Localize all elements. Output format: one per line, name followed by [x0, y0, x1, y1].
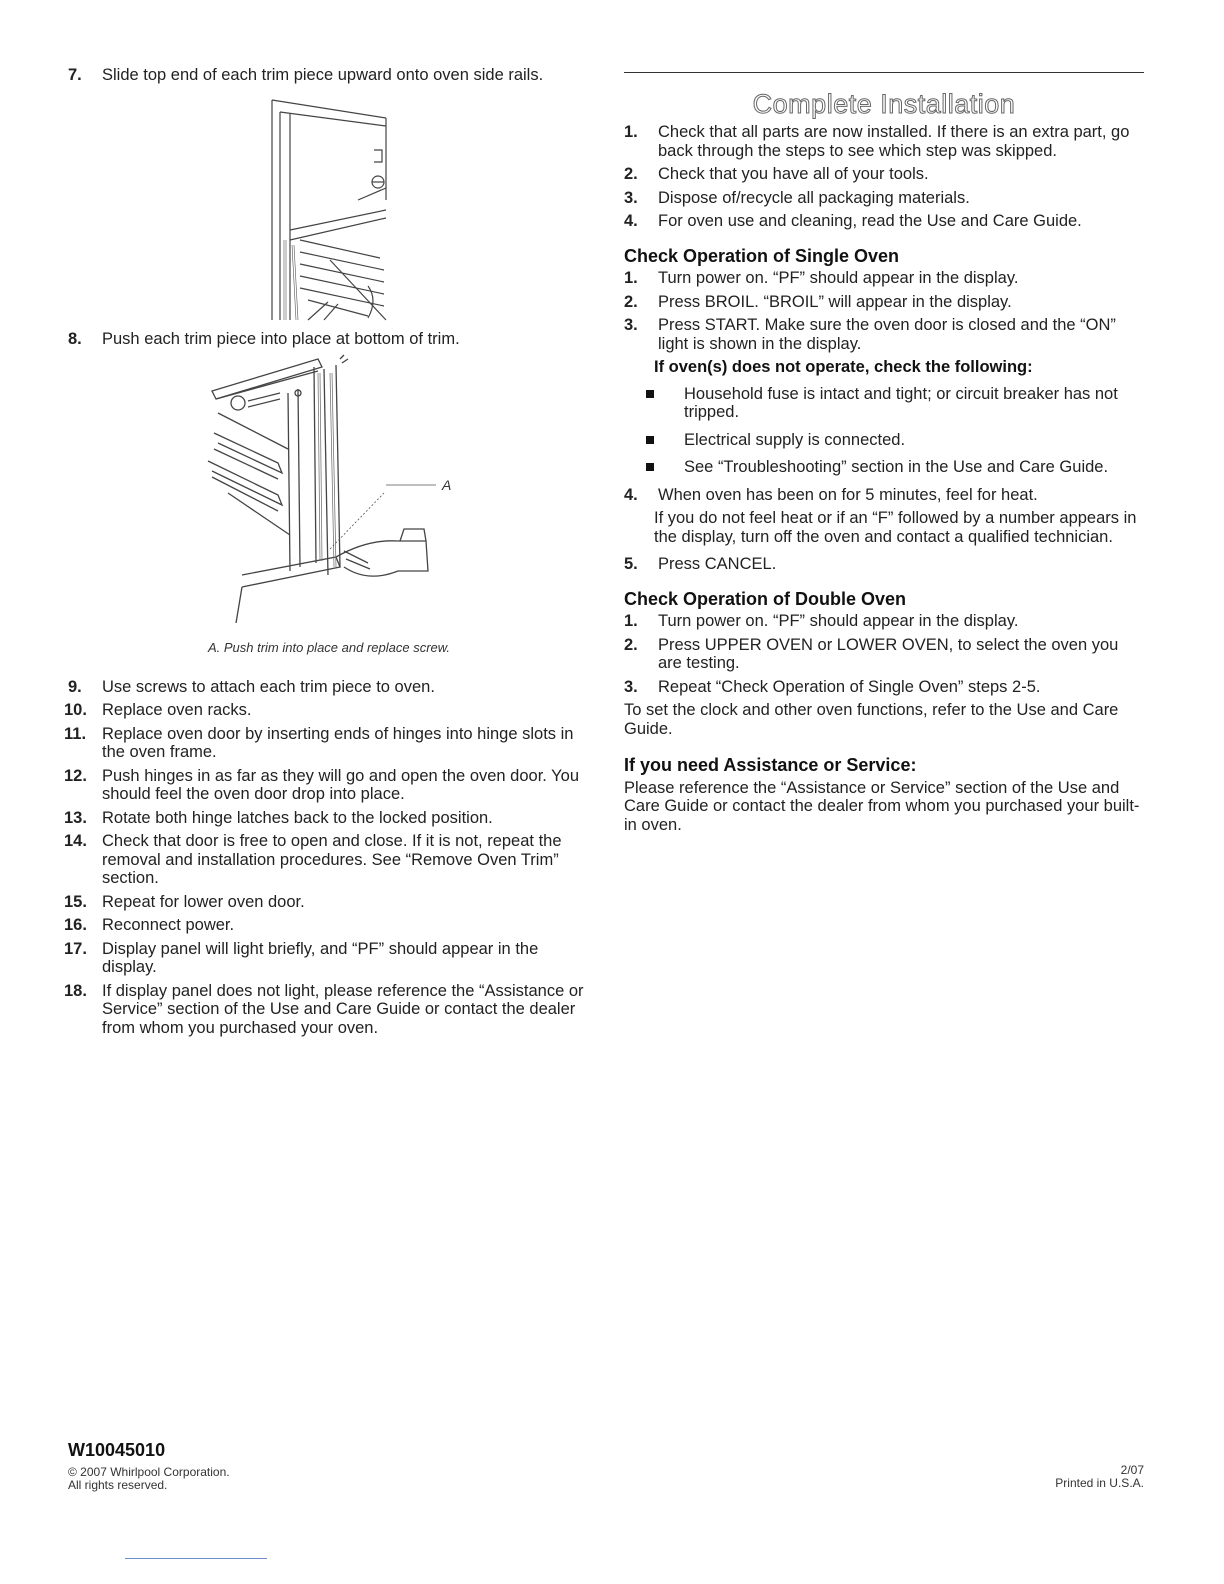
section-divider: [624, 72, 1144, 73]
bullet-icon: [646, 390, 654, 398]
complete-step-4: [624, 212, 1144, 231]
step-number: 15.: [64, 892, 87, 911]
step-text: Turn power on. “PF” should appear in the display.: [658, 269, 1019, 287]
step-number: 10.: [64, 701, 87, 719]
step-text: When oven has been on for 5 minutes, feel for heat.: [658, 485, 1038, 504]
step-number: 4.: [624, 485, 638, 504]
callout-label-a: A: [442, 477, 452, 493]
check-bullet: [624, 385, 1144, 422]
complete-step-3: [624, 189, 1144, 208]
double-step-1: [624, 612, 1144, 631]
step-number: 3.: [624, 316, 638, 334]
step-number: 2.: [624, 635, 638, 654]
step-text: Press UPPER OVEN or LOWER OVEN, to select the oven you are testing.: [658, 635, 1119, 672]
bullet-icon: [646, 463, 654, 471]
trim-installation-illustration: [68, 353, 590, 633]
section-title: Complete Installation: [752, 89, 1016, 119]
rights-reserved: All rights reserved.: [68, 1477, 168, 1492]
step-12: [64, 766, 590, 804]
step-9: [68, 678, 590, 697]
bullet-text: Household fuse is intact and tight; or circuit breaker has not tripped.: [684, 384, 1118, 421]
print-date: 2/07: [1120, 1463, 1144, 1477]
step-number: 3.: [624, 188, 638, 207]
single-step-3: [624, 316, 1144, 353]
step-11: [64, 724, 590, 762]
part-number: W10045010: [68, 1440, 166, 1460]
step-text: Display panel will light briefly, and “PF” should appear in the display.: [102, 939, 539, 976]
step-number: 2.: [624, 165, 638, 183]
step-13: [64, 808, 590, 828]
step-text: Slide top end of each trim piece upward onto oven side rails.: [102, 66, 544, 84]
step-text: Check that you have all of your tools.: [658, 165, 929, 183]
step-text: Replace oven door by inserting ends of hinges into hinge slots in the oven frame.: [102, 724, 574, 761]
bullet-text: Electrical supply is connected.: [684, 430, 906, 449]
step-number: 17.: [64, 939, 87, 958]
step-number: 8.: [68, 329, 82, 348]
bullet-icon: [646, 436, 654, 444]
complete-step-2: [624, 165, 1144, 184]
step-text: Push hinges in as far as they will go and open the oven door. You should feel the oven door drop into place.: [102, 766, 580, 803]
copyright: © 2007 Whirlpool Corporation.: [68, 1464, 230, 1479]
check-bullet: [624, 431, 1144, 450]
clock-setting-note: To set the clock and other oven functions, refer to the Use and Care Guide.: [624, 701, 1119, 738]
step-number: 1.: [624, 123, 638, 141]
step-number: 11.: [64, 724, 87, 743]
step-text: Push each trim piece into place at bottom of trim.: [102, 329, 460, 348]
step-number: 18.: [64, 981, 87, 1000]
step-17: [64, 939, 590, 977]
step-10: [64, 701, 590, 720]
single-oven-heading: Check Operation of Single Oven: [624, 245, 900, 266]
double-step-2: [624, 636, 1144, 673]
step-number: 5.: [624, 555, 638, 573]
step-text: Reconnect power.: [102, 916, 235, 934]
single-step-4: [624, 486, 1144, 505]
step-text: If display panel does not light, please reference the “Assistance or Service” section of the Use and Care Guide or contact the dealer from whom you purchased your oven.: [102, 981, 584, 1037]
step-18: [64, 981, 590, 1038]
double-oven-heading: Check Operation of Double Oven: [624, 588, 907, 609]
check-bullet: [624, 458, 1144, 477]
step-text: Repeat for lower oven door.: [102, 892, 305, 911]
step-number: 3.: [624, 677, 638, 696]
double-step-3: [624, 678, 1144, 697]
step-number: 16.: [64, 916, 87, 934]
complete-step-1: [624, 123, 1144, 160]
step-8: [68, 330, 590, 349]
complete-installation-list: [624, 123, 1144, 231]
step-number: 14.: [64, 832, 87, 850]
troubleshoot-subheading: If oven(s) does not operate, check the following:: [654, 358, 1033, 376]
step-number: 13.: [64, 808, 87, 827]
bullet-text: See “Troubleshooting” section in the Use and Care Guide.: [684, 458, 1109, 476]
step-text: Press START. Make sure the oven door is closed and the “ON” light is shown in the display.: [658, 316, 1116, 353]
step-number: 4.: [624, 212, 638, 230]
step-number: 7.: [68, 66, 82, 84]
single-step-5: [624, 555, 1144, 574]
step-text: Check that all parts are now installed. If there is an extra part, go back through the steps to see which step was skipped.: [658, 123, 1130, 160]
step-number: 12.: [64, 766, 87, 785]
step-text: Rotate both hinge latches back to the locked position.: [102, 808, 493, 827]
step-text: Press BROIL. “BROIL” will appear in the display.: [658, 292, 1012, 311]
single-step-1: [624, 269, 1144, 288]
single-step-4-note: If you do not feel heat or if an “F” followed by a number appears in the display, turn off the oven and contact a qualified technician.: [654, 509, 1137, 546]
left-column: [64, 66, 590, 1042]
assistance-text: Please reference the “Assistance or Service” section of the Use and Care Guide or contact the dealer from whom you purchased your built-in oven.: [624, 778, 1140, 834]
assistance-heading: If you need Assistance or Service:: [624, 755, 917, 775]
step-7: [68, 66, 590, 85]
footer-right: [1055, 1464, 1144, 1490]
steps-list: [64, 677, 590, 1038]
step-number: 1.: [624, 612, 638, 630]
step-14: [64, 832, 590, 888]
footer-left: [68, 1441, 230, 1492]
single-step-2: [624, 293, 1144, 312]
bottom-rule: [125, 1558, 267, 1559]
step-15: [64, 892, 590, 912]
step-text: Check that door is free to open and close. If it is not, repeat the removal and installation procedures. See “Remove Oven Trim” section.: [102, 832, 562, 887]
step-text: Use screws to attach each trim piece to oven.: [102, 677, 435, 696]
right-column: [624, 0, 1144, 844]
step-text: For oven use and cleaning, read the Use and Care Guide.: [658, 212, 1082, 230]
step-text: Turn power on. “PF” should appear in the display.: [658, 612, 1019, 630]
step-text: Press CANCEL.: [658, 555, 777, 573]
printed-in: Printed in U.S.A.: [1055, 1476, 1144, 1490]
step-text: Dispose of/recycle all packaging materials.: [658, 188, 970, 207]
oven-side-rail-illustration: [68, 90, 590, 322]
step-number: 9.: [68, 677, 82, 696]
step-text: Repeat “Check Operation of Single Oven” steps 2-5.: [658, 677, 1041, 696]
step-number: 2.: [624, 292, 638, 311]
step-16: [64, 916, 590, 935]
step-number: 1.: [624, 269, 638, 287]
step-text: Replace oven racks.: [102, 701, 252, 719]
figure-caption: A. Push trim into place and replace screw.: [207, 640, 451, 655]
